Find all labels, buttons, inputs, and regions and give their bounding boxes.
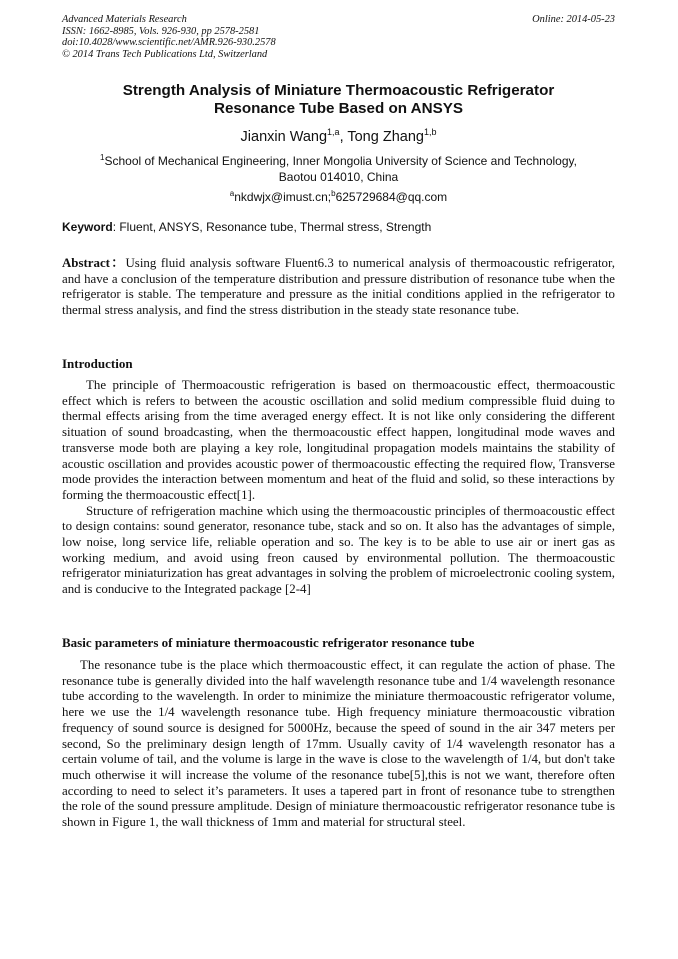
online-date: Online: 2014-05-23	[532, 14, 615, 25]
introduction-body	[62, 378, 615, 598]
journal-name: Advanced Materials Research	[62, 14, 187, 25]
email-b: 625729684@qq.com	[335, 190, 448, 204]
abstract	[62, 256, 615, 319]
introduction-paragraph-2: Structure of refrigeration machine which using the thermoacoustic principles of thermoacoustic effect to design contains: sound generator, resonance tube, stack and so on. It also has the advantages of simple, low noise, long service life, reliable operation and so. The key is to be able to use air or inert gas as working medium, and avoid using freon caused by environmental pollution. The thermoacoustic refrigerator miniaturization has great advantages in solving the problem of microelectronic cooling system, and is conducive to the Integrated package [2-4]	[62, 503, 615, 597]
email-marker: b	[331, 189, 336, 198]
keywords	[62, 220, 615, 235]
affiliation-marker: 1	[100, 153, 105, 162]
doi-line: doi:10.4028/www.scientific.net/AMR.926-930.2578	[62, 37, 276, 49]
title-line-1: Strength Analysis of Miniature Thermoacoustic Refrigerator	[122, 82, 555, 99]
issn-line: ISSN: 1662-8985, Vols. 926-930, pp 2578-2581	[62, 25, 260, 37]
title-line-2: Resonance Tube Based on ANSYS	[214, 99, 463, 117]
keywords-label: Keyword	[62, 220, 113, 234]
introduction-paragraph-1: The principle of Thermoacoustic refrigeration is based on thermoacoustic effect, thermoacoustic effect which is refers to between the acoustic oscillation and solid medium compressible fluid duing to thermal effects arising from the time averaged energy effect. It is not like only considering the different situation of sound broadcasting, when the thermoacoustic effect happen, longitudinal mode waves and transverse mode both are playing a key role, longitudinal propagation models maintains the stability of acoustic oscillation and provides acoustic power of thermoacoustic effecting the required flow, Transverse mode provides the interaction between momentum and heat of the fluid and solid, so these interactions by forming the thermoacoustic effect[1].	[62, 378, 615, 502]
section-heading-basic-parameters: Basic parameters of miniature thermoacoustic refrigerator resonance tube	[62, 635, 475, 650]
journal-header	[62, 14, 615, 60]
copyright-line: © 2014 Trans Tech Publications Ltd, Switzerland	[62, 48, 268, 60]
abstract-label: Abstract：	[62, 256, 126, 270]
email-marker: a	[229, 189, 235, 198]
affiliation	[62, 150, 615, 185]
section-heading-introduction: Introduction	[62, 356, 133, 371]
author-name: Jianxin Wang	[240, 128, 328, 145]
basic-parameters-body	[62, 658, 615, 831]
abstract-text: Using fluid analysis software Fluent6.3 to numerical analysis of thermoacoustic refrigerator, and have a conclusion of the temperature distribution and pressure distribution of resonance tube when the refrigerator is stable. The temperature and pressure as the initial conditions applied in the refrigerator to thermal stress analysis, and find the stress distribution in the steady state resonance tube.	[62, 256, 615, 318]
email-a: nkdwjx@imust.cn;	[234, 190, 332, 204]
author-affiliation-marker: 1,b	[423, 127, 437, 137]
author-affiliation-marker: 1,a	[327, 127, 340, 137]
author-emails	[62, 186, 615, 205]
affiliation-line-2: Baotou 014010, China	[278, 170, 399, 184]
paper-title	[62, 82, 615, 117]
author-name: Tong Zhang	[347, 128, 424, 145]
affiliation-line-1: School of Mechanical Engineering, Inner Mongolia University of Science and Technology,	[104, 154, 577, 168]
basic-parameters-paragraph-1: The resonance tube is the place which thermoacoustic effect, it can regulate the action of phase. The resonance tube is generally divided into the half wavelength resonance tube and 1/4 wavelength resonance tube according to the wavelength. In order to minimize the miniature thermoacoustic refrigerator volume, here we use the 1/4 wavelength resonance tube. High frequency miniature thermoacoustic vibration frequency of sound source is designed for 5000Hz, because the speed of sound in the air 347 meters per second, So the preliminary design length of 17mm. Usually cavity of 1/4 wavelength resonator has a certain volume of tail, and the volume is large in the wave is close to the wavelength of 1/4, but don't take much otherwise it will increase the volume of the resonance tube[5],this is not we want, therefore often according to need to select it’s parameters. It uses a tapered part in front of resonance tube to strengthen the role of the sound pressure amplitude. Design of miniature thermoacoustic refrigerator resonance tube is shown in Figure 1, the wall thickness of 1mm and material for structural steel.	[62, 658, 615, 830]
author-separator: ,	[339, 128, 348, 145]
author-list	[62, 124, 615, 146]
keywords-text: : Fluent, ANSYS, Resonance tube, Thermal stress, Strength	[112, 220, 432, 234]
